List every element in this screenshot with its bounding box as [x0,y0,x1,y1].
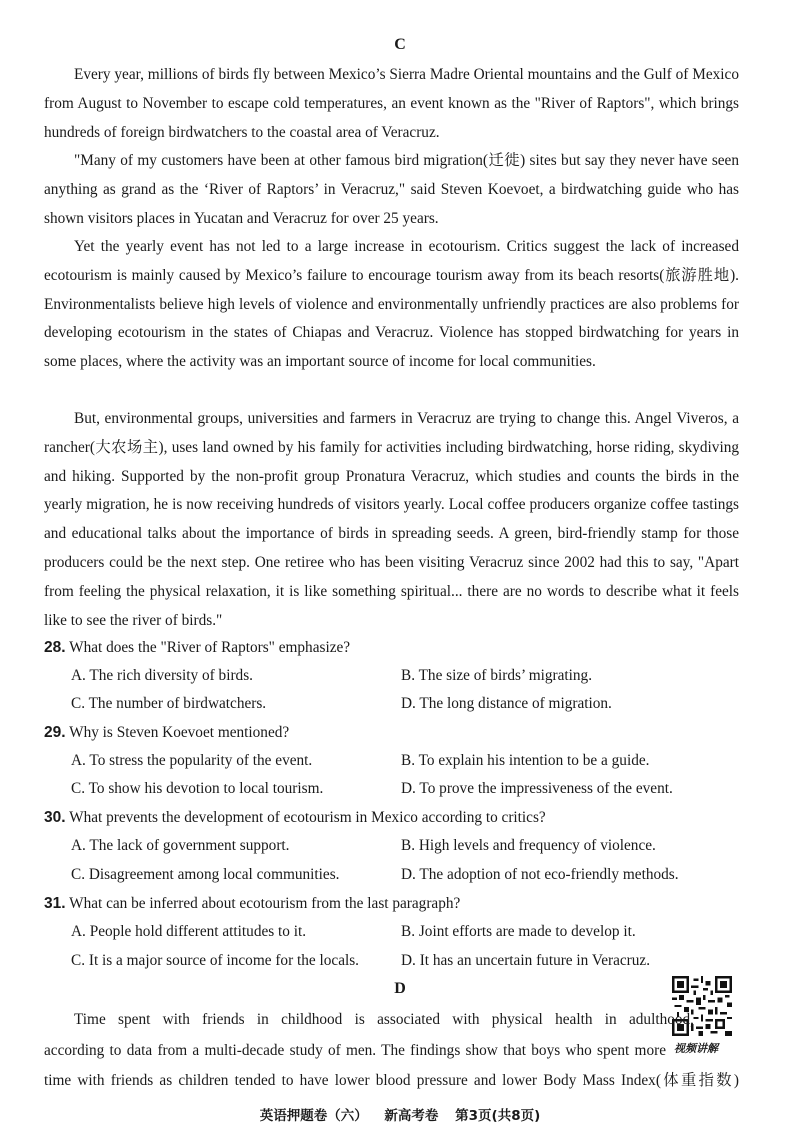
option-29-b[interactable]: B. To explain his intention to be a guide. [401,752,650,769]
section-d-line-2: according to data from a multi-decade study of men. The findings show that boys who spent more [44,1042,666,1059]
footer-page-number: 第3页(共8页) [455,1108,541,1124]
option-30-d[interactable]: D. The adoption of not eco-friendly methods. [401,866,679,883]
question-number: 29. [44,724,66,741]
question-28 [44,634,744,662]
option-29-c[interactable]: C. To show his devotion to local tourism. [71,780,324,797]
option-31-b[interactable]: B. Joint efforts are made to develop it. [401,923,636,940]
option-28-c[interactable]: C. The number of birdwatchers. [71,695,267,712]
section-c-heading: C [394,36,406,53]
section-c-paragraph-3: Yet the yearly event has not led to a large increase in ecotourism. Critics suggest the lack of increased ecotourism is mainly caused by Mexico’s failure to encourage tourism away from its beach resorts(旅游胜地). Environmentalists believe high levels of violence and environmentally unfriendly practices are also problems for developing ecotourism in the states of Chiapas and Veracruz. Violence has stopped birdwatching for years in some places, where the activity was an important source of income for local communities. [44,238,739,371]
question-number: 30. [44,809,66,826]
option-29-a[interactable]: A. To stress the popularity of the event. [71,752,313,769]
question-text: Why is Steven Koevoet mentioned? [69,724,290,741]
option-30-a[interactable]: A. The lack of government support. [71,837,290,854]
section-c-paragraph-1: Every year, millions of birds fly between Mexico’s Sierra Madre Oriental mountains and the Gulf of Mexico from August to November to escape cold temperatures, an event known as the "River of Raptors", which brings hundreds of foreign birdwatchers to the coastal area of Veracruz. [44,66,739,141]
footer-exam-title: 英语押题卷（六） [259,1108,368,1124]
option-29-d[interactable]: D. To prove the impressiveness of the event. [401,780,673,797]
footer-exam-type: 新高考卷 [384,1108,439,1124]
page-footer [0,1104,800,1124]
option-28-d[interactable]: D. The long distance of migration. [401,695,612,712]
option-28-a[interactable]: A. The rich diversity of birds. [71,667,253,684]
option-31-d[interactable]: D. It has an uncertain future in Veracruz. [401,952,651,969]
qr-caption: 视频讲解 [674,1042,718,1055]
option-31-c[interactable]: C. It is a major source of income for the locals. [71,952,360,969]
question-29 [44,719,744,747]
section-c-paragraph-2: "Many of my customers have been at other famous bird migration(迁徙) sites but say they never have seen anything as grand as the ‘River of Raptors’ in Veracruz," said Steven Koevoet, a birdwatching guide who has shown visitors places in Yucatan and Veracruz for over 25 years. [44,152,739,227]
question-text: What does the "River of Raptors" emphasize? [69,639,351,656]
question-text: What prevents the development of ecotourism in Mexico according to critics? [69,809,546,826]
question-text: What can be inferred about ecotourism from the last paragraph? [69,895,461,912]
question-number: 31. [44,895,66,912]
option-28-b[interactable]: B. The size of birds’ migrating. [401,667,593,684]
section-d-heading: D [394,980,406,997]
option-30-b[interactable]: B. High levels and frequency of violence. [401,837,656,854]
option-30-c[interactable]: C. Disagreement among local communities. [71,866,340,883]
question-30 [44,804,744,832]
question-number: 28. [44,639,66,656]
section-d-line-3: time with friends as children tended to have lower blood pressure and lower Body Mass Index(体重指数) [44,1072,739,1089]
section-d-line-1: Time spent with friends in childhood is associated with physical health in adulthood, [74,1011,694,1028]
question-31 [44,890,744,918]
option-31-a[interactable]: A. People hold different attitudes to it. [71,923,307,940]
section-c-paragraph-4: But, environmental groups, universities and farmers in Veracruz are trying to change this. Angel Viveros, a rancher(大农场主), uses land owned by his family for activities including birdwatching, horse riding, skydiving and hiking. Supported by the non-profit group Pronatura Veracruz, which studies and counts the birds in the yearly migration, he is now receiving hundreds of visitors yearly. Local coffee producers organize coffee tastings and educational talks about the importance of birds in spreading seeds. A green, bird-friendly stamp for those producers could be the next step. One retiree who has been visiting Veracruz since 2002 had this to say, "Apart from feeling the physical relaxation, it is like something spiritual... there are no words to describe what it feels like to see the river of birds." [44,410,739,629]
